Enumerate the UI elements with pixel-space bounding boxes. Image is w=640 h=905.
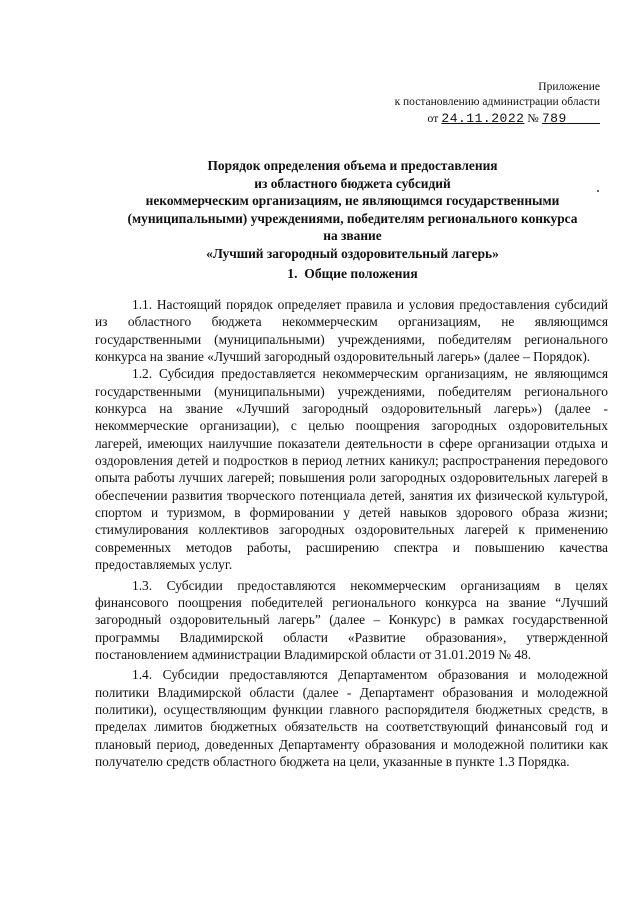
appendix-reference: к постановлению администрации области: [394, 96, 600, 108]
paragraph-1-4: 1.4. Субсидии предоставляются Департаментом образования и молодежной политики Владимирской области (далее - Департамент образования и молодежной политики), осуществляющим функции главного распорядителя бюджетных средств, в пределах лимитов бюджетных обязательств на соответствующий финансовый год и плановый период, доведенных Департаменту образования и молодежной политики как получателю средств областного бюджета на цели, указанные в пункте 1.3 Порядка.: [95, 667, 608, 769]
section-number: 1.: [287, 266, 298, 281]
appendix-date: 24.11.2022: [441, 111, 525, 126]
section-heading: [95, 265, 610, 283]
appendix-date-line: [340, 111, 600, 126]
date-prefix: от: [427, 111, 439, 125]
title-line-5: на звание: [323, 228, 382, 244]
number-prefix: №: [527, 111, 539, 125]
document-body: [95, 296, 608, 770]
appendix-header: [340, 80, 600, 126]
title-line-6: «Лучший загородный оздоровительный лагерь»: [206, 245, 499, 261]
scan-speck: [597, 190, 599, 192]
document-title: [95, 157, 610, 263]
title-line-1: Порядок определения объема и предоставления: [207, 158, 498, 173]
title-line-3: некоммерческим организациям, не являющимся государственными: [145, 193, 560, 209]
appendix-label: Приложение: [538, 81, 600, 93]
section-title: Общие положения: [304, 266, 418, 281]
title-line-2: из областного бюджета субсидий: [254, 175, 451, 191]
title-line-4: (муниципальными) учреждениями, победителям регионального конкурса: [127, 210, 578, 226]
paragraph-1-1: 1.1. Настоящий порядок определяет правила и условия предоставления субсидий из областного бюджета некоммерческим организациям, не являющимся государственными (муниципальными) учреждениями, победителям регионального конкурса на звание «Лучший загородный оздоровительный лагерь» (далее – Порядок).: [95, 297, 608, 365]
appendix-number: 789: [541, 111, 567, 126]
paragraph-1-3: 1.3. Субсидии предоставляются некоммерческим организациям в целях финансового поощрения победителей регионального конкурса на звание “Лучший загородный оздоровительный лагерь” (далее – Конкурс) в рамках государственной программы Владимирской области «Развитие образования», утвержденной постановлением администрации Владимирской области от 31.01.2019 № 48.: [95, 577, 608, 662]
paragraph-1-2: 1.2. Субсидия предоставляется некоммерческим организациям, не являющимся государственными (муниципальными) учреждениями, победителям регионального конкурса на звание «Лучший загородный оздоровительный лагерь») (далее - некоммерческие организации), с целью поощрения загородных оздоровительных лагерей, имеющих наилучшие показатели деятельности в сфере организации отдыха и оздоровления детей и подростков в период летних каникул; распространения передового опыта работы лучших лагерей; повышения роли загородных оздоровительных лагерей в обеспечении развития творческого потенциала детей, занятия их физической культурой, спортом и туризмом, в формировании у детей навыков здорового образа жизни; стимулирования коллективов загородных оздоровительных лагерей к применению современных методов работы, расширению спектра и повышению качества предоставляемых услуг.: [95, 366, 608, 573]
